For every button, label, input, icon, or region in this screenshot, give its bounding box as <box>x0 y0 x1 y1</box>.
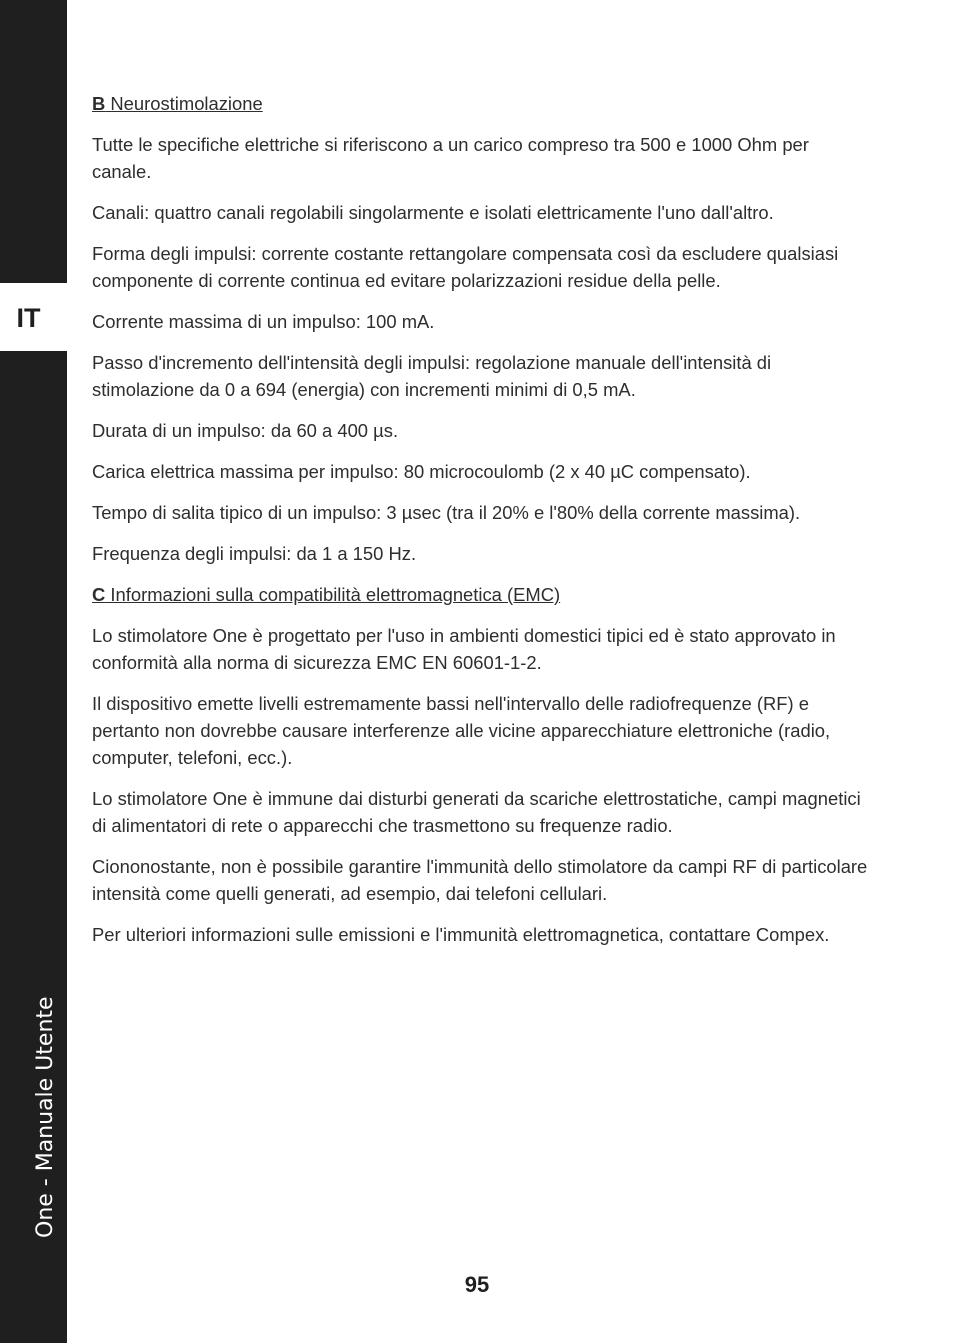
section-c-letter: C <box>92 584 106 605</box>
paragraph: Lo stimolatore One è progettato per l'uso in ambienti domestici tipici ed è stato approvato in conformità alla norma di sicurezza EMC EN 60601-1-2. <box>92 625 836 673</box>
paragraph: Ciononostante, non è possibile garantire l'immunità dello stimolatore da campi RF di particolare intensità come quelli generati, ad esempio, dai telefoni cellulari. <box>92 856 868 904</box>
section-c-title: Informazioni sulla compatibilità elettromagnetica (EMC) <box>105 584 561 605</box>
paragraph: Lo stimolatore One è immune dai disturbi generati da scariche elettrostatiche, campi magnetici di alimentatori di rete o apparecchi che trasmettono su frequenze radio. <box>92 788 861 836</box>
paragraph: Tempo di salita tipico di un impulso: 3 µsec (tra il 20% e l'80% della corrente massima). <box>92 502 801 523</box>
paragraph: Frequenza degli impulsi: da 1 a 150 Hz. <box>92 543 417 564</box>
manual-title: One - Manuale Utente <box>33 996 58 1238</box>
language-label: IT <box>16 302 41 333</box>
language-tab <box>0 283 67 351</box>
section-b-title: Neurostimolazione <box>105 93 263 114</box>
paragraph: Durata di un impulso: da 60 a 400 µs. <box>92 420 399 441</box>
paragraph: Corrente massima di un impulso: 100 mA. <box>92 311 435 332</box>
section-b-letter: B <box>92 93 106 114</box>
section-b-heading <box>92 90 872 117</box>
paragraph: Forma degli impulsi: corrente costante rettangolare compensata così da escludere qualsiasi componente di corrente continua ed evitare polarizzazioni residue della pelle. <box>92 243 839 291</box>
paragraph: Passo d'incremento dell'intensità degli impulsi: regolazione manuale dell'intensità di stimolazione da 0 a 694 (energia) con incrementi minimi di 0,5 mA. <box>92 352 772 400</box>
paragraph: Il dispositivo emette livelli estremamente bassi nell'intervallo delle radiofrequenze (RF) e pertanto non dovrebbe causare interferenze alle vicine apparecchiature elettroniche (radio, computer, telefoni, ecc.). <box>92 693 831 768</box>
page-content <box>92 90 872 962</box>
paragraph: Per ulteriori informazioni sulle emissioni e l'immunità elettromagnetica, contattare Compex. <box>92 924 830 945</box>
paragraph: Carica elettrica massima per impulso: 80 microcoulomb (2 x 40 µC compensato). <box>92 461 751 482</box>
paragraph: Canali: quattro canali regolabili singolarmente e isolati elettricamente l'uno dall'altro. <box>92 202 774 223</box>
paragraph: Tutte le specifiche elettriche si riferiscono a un carico compreso tra 500 e 1000 Ohm per canale. <box>92 134 809 182</box>
page-number: 95 <box>464 1272 490 1297</box>
section-c-heading <box>92 581 872 608</box>
sidebar <box>0 0 67 1343</box>
